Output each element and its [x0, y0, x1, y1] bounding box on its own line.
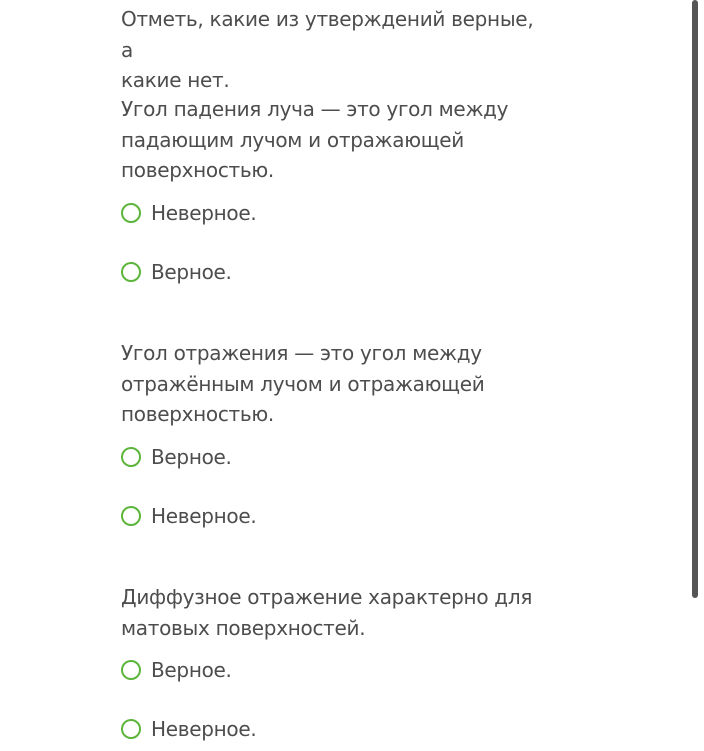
- question-2-text: Угол отражения — это угол между отражённым лучом и отражающей поверхностью.: [121, 341, 485, 426]
- radio-icon[interactable]: [121, 203, 141, 223]
- question-2-option-1[interactable]: [121, 442, 232, 472]
- radio-icon[interactable]: [121, 262, 141, 282]
- question-1-option-1[interactable]: [121, 198, 256, 228]
- option-label: Верное.: [151, 658, 232, 682]
- question-3-text: Диффузное отражение характерно для матовых поверхностей.: [121, 585, 533, 640]
- quiz-instruction: Отметь, какие из утверждений верные, а какие нет.: [121, 7, 534, 92]
- option-label: Верное.: [151, 445, 232, 469]
- radio-icon[interactable]: [121, 719, 141, 739]
- option-label: Верное.: [151, 260, 232, 284]
- option-label: Неверное.: [151, 717, 257, 741]
- question-1-option-2[interactable]: [121, 257, 232, 287]
- radio-icon[interactable]: [121, 506, 141, 526]
- question-3-option-1[interactable]: [121, 655, 232, 685]
- radio-icon[interactable]: [121, 660, 141, 680]
- option-label: Неверное.: [151, 504, 257, 528]
- question-1-text: Угол падения луча — это угол между падающим лучом и отражающей поверхностью.: [121, 97, 509, 182]
- scrollbar[interactable]: [692, 0, 698, 598]
- radio-icon[interactable]: [121, 447, 141, 467]
- question-2-option-2[interactable]: [121, 501, 256, 531]
- question-3-option-2[interactable]: [121, 714, 256, 744]
- option-label: Неверное.: [151, 201, 257, 225]
